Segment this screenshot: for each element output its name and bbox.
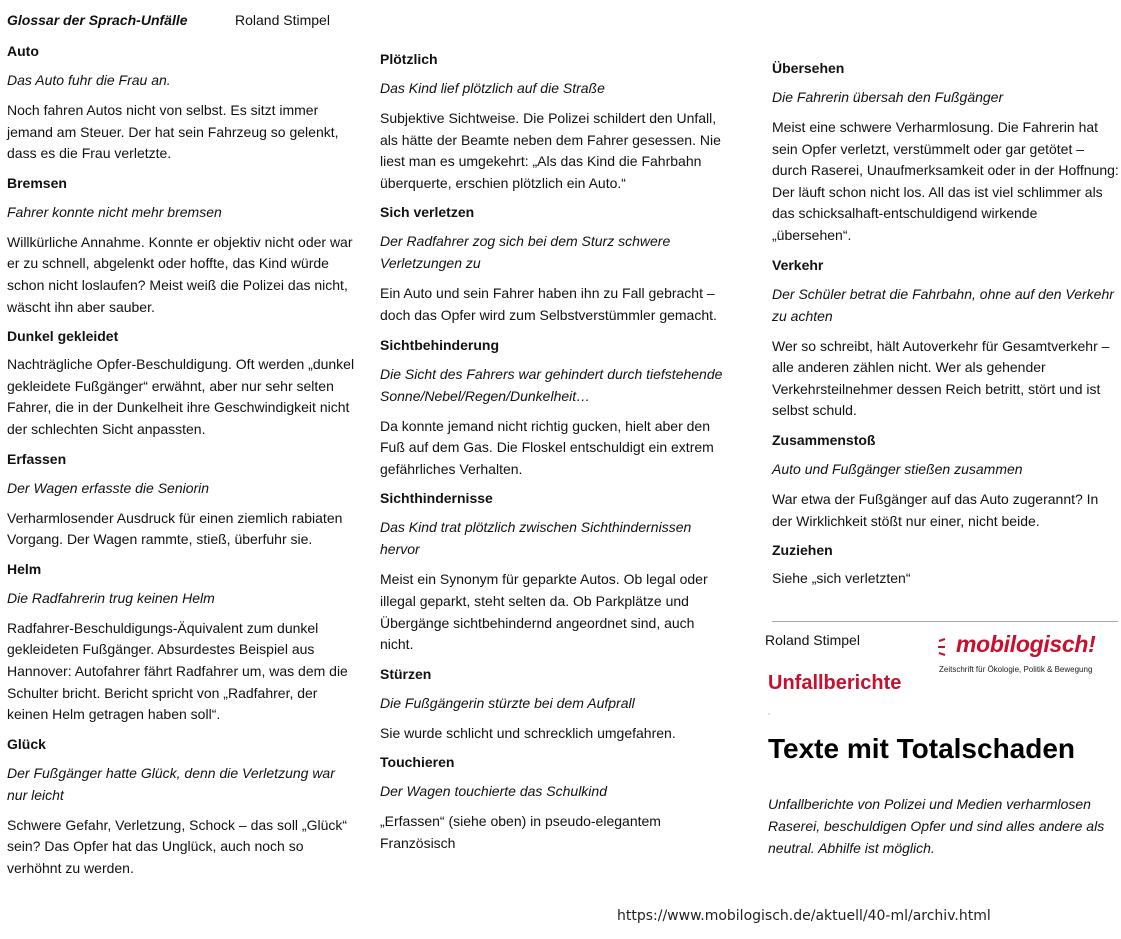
entry-term: Dunkel gekleidet: [7, 328, 119, 345]
entry-term: Sich verletzen: [380, 204, 475, 221]
entry-term: Touchieren: [380, 754, 455, 771]
entry-example: Der Wagen erfasste die Seniorin: [7, 479, 210, 496]
article-author: Roland Stimpel: [765, 632, 860, 648]
glossary-entry: [772, 432, 1120, 532]
article-lead: Unfallberichte von Polizei und Medien verharmlosen Raserei, beschuldigen Opfer und sind alles andere als neutral. Abhilfe ist möglich.: [768, 796, 1105, 856]
glossary-entry: [380, 337, 730, 481]
entry-explanation: Siehe „sich verletzten“: [772, 570, 911, 587]
entry-term: Helm: [7, 560, 42, 577]
entry-term: Sichthindernisse: [380, 490, 493, 507]
entry-explanation: Meist eine schwere Verharmlosung. Die Fahrerin hat sein Opfer verletzt, verstümmelt oder gar getötet – durch Raserei, Unaufmerksamkeit oder in der Hoffnung: Der läuft schon nicht los. All das ist viel schlimmer als das schicksalhaft-entschuldigend wirkende „übersehen“.: [772, 119, 1119, 243]
divider: [772, 621, 1118, 622]
small-marker: ▫: [768, 712, 771, 718]
entry-example: Der Wagen touchierte das Schulkind: [380, 783, 607, 800]
entry-explanation: Radfahrer-Beschuldigungs-Äquivalent zum dunkel gekleideten Fußgänger. Absurdestes Beispiel aus Hannover: Autofahrer fährt Radfahrer um, was dem die Schulter bricht. Bericht spricht von „Radfahrer, der keinen Helm getragen haben soll“.: [7, 619, 348, 723]
document-header: [7, 12, 330, 28]
glossary-entry: [772, 542, 1120, 590]
entry-example: Das Kind trat plötzlich zwischen Sichthindernissen hervor: [380, 519, 692, 558]
entry-example: Die Sicht des Fahrers war gehindert durch tiefstehende Sonne/Nebel/Regen/Dunkelheit…: [380, 365, 723, 404]
glossary-entry: [7, 175, 357, 318]
glossary-column-1: [7, 43, 357, 889]
entry-explanation: Ein Auto und sein Fahrer haben ihn zu Fall gebracht – doch das Opfer wird zum Selbstverstümmler gemacht.: [380, 285, 717, 323]
entry-example: Die Fußgängerin stürzte bei dem Aufprall: [380, 694, 635, 711]
glossary-entry: [380, 204, 730, 326]
glossary-entry: [380, 490, 730, 655]
entry-explanation: Meist ein Synonym für geparkte Autos. Ob legal oder illegal geparkt, steht selten da. Ob Parkplätze und Übergänge sichtbehindernd angeordnet sind, auch nicht.: [380, 571, 708, 653]
entry-example: Das Auto fuhr die Frau an.: [7, 72, 171, 88]
entry-explanation: Wer so schreibt, hält Autoverkehr für Gesamtverkehr – alle anderen zählen nicht. Wer als gehender Verkehrsteilnehmer dessen Reich betritt, stört und ist selbst schuld.: [772, 337, 1110, 419]
entry-explanation: Da konnte jemand nicht richtig gucken, hielt aber den Fuß auf dem Gas. Die Floskel entschuldigt ein extrem gefährliches Verhalten.: [380, 417, 714, 477]
glossary-column-2: [380, 51, 730, 865]
entry-example: Auto und Fußgänger stießen zusammen: [772, 460, 1023, 477]
entry-example: Das Kind lief plötzlich auf die Straße: [380, 80, 605, 96]
entry-term: Auto: [7, 43, 39, 59]
glossary-column-3: [772, 60, 1120, 600]
entry-term: Stürzen: [380, 665, 432, 682]
glossary-entry: [772, 257, 1120, 422]
entry-explanation: Subjektive Sichtweise. Die Polizei schildert den Unfall, als hätte der Beamte neben dem Fahrer gesessen. Nie liest man es umgekehrt: „Als das Kind die Fahrbahn überquerte, erschien plötzlich ein Auto.“: [380, 110, 721, 191]
entry-term: Erfassen: [7, 450, 67, 467]
source-url[interactable]: https://www.mobilogisch.de/aktuell/40-ml/archiv.html: [617, 908, 991, 924]
entry-term: Zuziehen: [772, 542, 833, 559]
logo-wordmark: mobilogisch!: [956, 631, 1096, 657]
article-headline: Texte mit Totalschaden: [768, 733, 1076, 764]
glossary-entry: [7, 328, 357, 440]
glossary-entry: [7, 43, 357, 165]
article-kicker: Unfallberichte: [768, 672, 902, 694]
entry-explanation: Verharmlosender Ausdruck für einen ziemlich rabiaten Vorgang. Der Wagen rammte, stieß, überfuhr sie.: [7, 509, 343, 548]
logo-tagline: Zeitschrift für Ökologie, Politik & Bewegung: [939, 665, 1093, 674]
entry-example: Der Fußgänger hatte Glück, denn die Verletzung war nur leicht: [7, 764, 335, 803]
glossary-entry: [7, 451, 357, 551]
entry-example: Fahrer konnte nicht mehr bremsen: [7, 203, 222, 220]
glossary-entry: [7, 561, 357, 726]
entry-example: Der Radfahrer zog sich bei dem Sturz schwere Verletzungen zu: [380, 233, 671, 272]
entry-explanation: Willkürliche Annahme. Konnte er objektiv nicht oder war er zu schnell, abgelenkt oder hoffte, das Kind würde schon nicht loslaufen? Meist weiß die Polizei das nicht, wäscht ihn aber sauber.: [7, 233, 353, 315]
glossary-entry: [772, 60, 1120, 247]
entry-example: Der Schüler betrat die Fahrbahn, ohne auf den Verkehr zu achten: [772, 285, 1114, 324]
entry-term: Verkehr: [772, 256, 824, 273]
header-author: Roland Stimpel: [235, 12, 330, 28]
entry-explanation: Schwere Gefahr, Verletzung, Schock – das soll „Glück“ sein? Das Opfer hat das Unglück, auch noch so verhöhnt zu werden.: [7, 816, 348, 876]
entry-example: Die Radfahrerin trug keinen Helm: [7, 589, 215, 606]
glossary-title: Glossar der Sprach-Unfälle: [7, 12, 188, 28]
entry-term: Übersehen: [772, 60, 845, 76]
glossary-entry: [380, 754, 730, 854]
entry-explanation: „Erfassen“ (siehe oben) in pseudo-elegantem Französisch: [380, 813, 661, 851]
entry-term: Zusammenstoß: [772, 431, 876, 448]
glossary-entry: [380, 666, 730, 745]
mobilogisch-logo: [936, 633, 1116, 677]
entry-term: Plötzlich: [380, 51, 438, 67]
entry-term: Bremsen: [7, 174, 67, 191]
entry-example: Die Fahrerin übersah den Fußgänger: [772, 89, 1004, 105]
entry-term: Sichtbehinderung: [380, 336, 499, 353]
entry-explanation: War etwa der Fußgänger auf das Auto zugerannt? In der Wirklichkeit stößt nur einer, nicht beide.: [772, 490, 1099, 529]
glossary-entry: [380, 51, 730, 194]
entry-explanation: Noch fahren Autos nicht von selbst. Es sitzt immer jemand am Steuer. Der hat sein Fahrzeug so gelenkt, dass es die Frau verletzte.: [7, 102, 339, 162]
entry-explanation: Nachträgliche Opfer-Beschuldigung. Oft werden „dunkel gekleidete Fußgänger“ erwähnt, aber nur sehr selten Fahrer, die in der Dunkelheit ihre Geschwindigkeit nicht der schlechten Sicht anpassten.: [7, 356, 355, 437]
entry-explanation: Sie wurde schlicht und schrecklich umgefahren.: [380, 724, 676, 741]
glossary-entry: [7, 736, 357, 880]
entry-term: Glück: [7, 735, 46, 752]
